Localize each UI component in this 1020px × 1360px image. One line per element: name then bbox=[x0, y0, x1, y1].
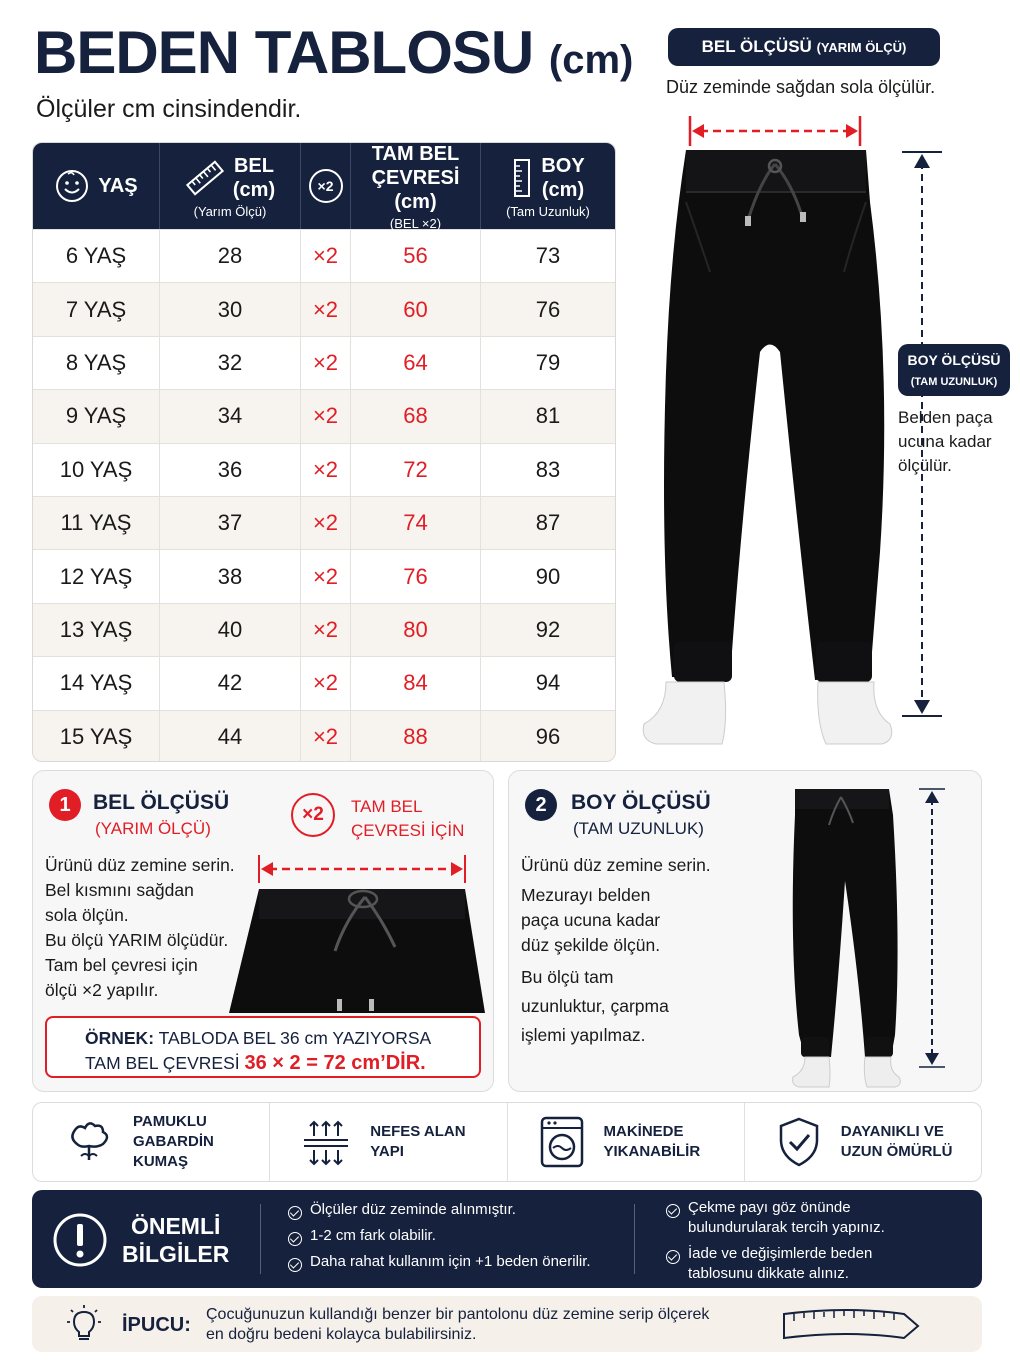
check-circle-icon bbox=[666, 1204, 680, 1218]
table-row bbox=[33, 443, 615, 496]
header-bel bbox=[160, 143, 301, 229]
cell-boy: 87 bbox=[535, 510, 561, 536]
header-bel-sub: (Yarım Ölçü) bbox=[193, 203, 267, 219]
multiply-badge: ×2 bbox=[309, 169, 343, 203]
cell-boy: 79 bbox=[535, 349, 561, 375]
info-item bbox=[666, 1244, 885, 1290]
cell-age: 9 YAŞ bbox=[33, 390, 160, 442]
info-item bbox=[288, 1226, 591, 1252]
cotton-icon bbox=[63, 1116, 115, 1168]
waistband-illustration bbox=[225, 851, 491, 1013]
cell-age: 8 YAŞ bbox=[33, 337, 160, 389]
tam-bel-label: TAM BEL ÇEVRESİ İÇİN bbox=[351, 797, 465, 840]
cell-bel: 34 bbox=[160, 390, 301, 442]
info-text: İade ve değişimlerde beden tablosunu dikkate alınız. bbox=[688, 1245, 873, 1282]
check-circle-icon bbox=[288, 1258, 302, 1272]
tip-label: İPUCU: bbox=[122, 1314, 191, 1336]
header-age bbox=[33, 143, 160, 229]
card-bel-measure bbox=[32, 770, 494, 1092]
cell-age: 13 YAŞ bbox=[33, 604, 160, 656]
title-text: BEDEN TABLOSU bbox=[34, 19, 534, 86]
boy-note: Belden paça ucuna kadar ölçülür. bbox=[898, 408, 993, 475]
check-circle-icon bbox=[288, 1206, 302, 1220]
cell-mult: ×2 bbox=[301, 283, 351, 335]
card-text-1: Ürünü düz zemine serin. bbox=[521, 855, 711, 875]
table-row bbox=[33, 389, 615, 442]
table-row bbox=[33, 656, 615, 709]
cell-bel: 36 bbox=[160, 444, 301, 496]
breathable-icon bbox=[300, 1116, 352, 1168]
feature-washable bbox=[508, 1103, 745, 1181]
divider bbox=[634, 1204, 635, 1274]
waist-arrow bbox=[690, 116, 860, 146]
cell-boy: 81 bbox=[535, 403, 561, 429]
tip-text: Çocuğunuzun kullandığı benzer bir pantolonu düz zemine serip ölçerek en doğru bedeni kolayca bulabilirsiniz. bbox=[206, 1306, 710, 1343]
header-boy-sub: (Tam Uzunluk) bbox=[506, 203, 590, 219]
example-calc: 36 × 2 = 72 cm’DİR. bbox=[244, 1052, 426, 1074]
info-item bbox=[666, 1198, 885, 1244]
info-text: 1-2 cm fark olabilir. bbox=[310, 1227, 436, 1244]
multiply-badge: ×2 bbox=[291, 793, 335, 837]
important-info-banner bbox=[32, 1190, 982, 1288]
cell-tam-bel: 84 bbox=[351, 657, 481, 709]
pants-illustration bbox=[630, 112, 900, 772]
cell-mult: ×2 bbox=[301, 657, 351, 709]
cell-tam-bel: 56 bbox=[351, 230, 481, 282]
cell-tam-bel: 60 bbox=[351, 283, 481, 335]
boy-measure-pill bbox=[898, 344, 1010, 396]
cell-boy: 96 bbox=[535, 723, 561, 749]
cell-boy: 92 bbox=[535, 616, 561, 642]
card-subtitle: (TAM UZUNLUK) bbox=[573, 819, 704, 838]
table-row bbox=[33, 496, 615, 549]
example-box bbox=[45, 1016, 481, 1078]
header-boy-label: BOY (cm) bbox=[541, 154, 585, 201]
example-label: ÖRNEK: bbox=[85, 1028, 155, 1048]
cell-age: 14 YAŞ bbox=[33, 657, 160, 709]
cell-bel: 32 bbox=[160, 337, 301, 389]
cell-mult: ×2 bbox=[301, 337, 351, 389]
cell-bel: 42 bbox=[160, 657, 301, 709]
step-number-badge: 1 bbox=[49, 789, 81, 821]
cell-age: 12 YAŞ bbox=[33, 550, 160, 602]
info-list-left bbox=[288, 1200, 591, 1278]
boy-pill-small: (TAM UZUNLUK) bbox=[910, 376, 998, 388]
full-pants-illustration bbox=[779, 785, 979, 1091]
header-age-label: YAŞ bbox=[98, 175, 138, 197]
info-item bbox=[288, 1252, 591, 1278]
feature-label: PAMUKLU GABARDİN KUMAŞ bbox=[133, 1113, 214, 1170]
cell-age: 15 YAŞ bbox=[33, 711, 160, 762]
page-title bbox=[34, 18, 633, 87]
cell-boy: 73 bbox=[535, 243, 561, 269]
cell-age: 10 YAŞ bbox=[33, 444, 160, 496]
cell-bel: 30 bbox=[160, 283, 301, 335]
smiley-icon bbox=[54, 168, 90, 204]
header-tam-sub: (BEL ×2) bbox=[389, 215, 442, 231]
cell-bel: 37 bbox=[160, 497, 301, 549]
feature-cotton bbox=[33, 1103, 270, 1181]
cell-boy: 76 bbox=[535, 296, 561, 322]
card-title: BEL ÖLÇÜSÜ bbox=[93, 791, 230, 814]
check-circle-icon bbox=[288, 1232, 302, 1246]
table-body bbox=[33, 229, 615, 762]
table-row bbox=[33, 229, 615, 282]
cell-boy: 90 bbox=[535, 563, 561, 589]
boy-pill-label: BOY ÖLÇÜSÜ bbox=[907, 352, 1001, 368]
lightbulb-icon bbox=[66, 1304, 102, 1344]
bel-measure-pill bbox=[668, 28, 940, 66]
cell-boy: 83 bbox=[535, 456, 561, 482]
cell-tam-bel: 76 bbox=[351, 550, 481, 602]
table-row bbox=[33, 282, 615, 335]
info-item bbox=[288, 1200, 591, 1226]
check-circle-icon bbox=[666, 1250, 680, 1264]
header-tam-label: TAM BEL ÇEVRESİ (cm) bbox=[371, 142, 460, 213]
vertical-ruler-icon bbox=[511, 158, 533, 198]
bel-note: Düz zeminde sağdan sola ölçülür. bbox=[666, 77, 936, 97]
cell-mult: ×2 bbox=[301, 711, 351, 762]
tip-banner bbox=[32, 1296, 982, 1352]
cell-mult: ×2 bbox=[301, 497, 351, 549]
table-row bbox=[33, 710, 615, 762]
cell-tam-bel: 72 bbox=[351, 444, 481, 496]
table-row bbox=[33, 603, 615, 656]
header-tam-bel bbox=[351, 143, 481, 229]
cell-mult: ×2 bbox=[301, 550, 351, 602]
info-text: Daha rahat kullanım için +1 beden önerilir. bbox=[310, 1253, 591, 1270]
cell-tam-bel: 88 bbox=[351, 711, 481, 762]
card-text-3: Bu ölçü tam uzunluktur, çarpma işlemi yapılmaz. bbox=[521, 967, 669, 1045]
bel-pill-small: (YARIM ÖLÇÜ) bbox=[816, 40, 907, 55]
feature-label: NEFES ALAN YAPI bbox=[370, 1123, 466, 1160]
feature-label: MAKİNEDE YIKANABİLİR bbox=[603, 1123, 701, 1160]
cell-age: 6 YAŞ bbox=[33, 230, 160, 282]
example-line2: TAM BEL ÇEVRESİ bbox=[85, 1053, 245, 1073]
card-boy-measure bbox=[508, 770, 982, 1092]
size-table bbox=[32, 142, 616, 762]
ruler-icon bbox=[185, 160, 225, 196]
cell-age: 11 YAŞ bbox=[33, 497, 160, 549]
cell-bel: 44 bbox=[160, 711, 301, 762]
example-line1: TABLODA BEL 36 cm YAZIYORSA bbox=[154, 1028, 432, 1048]
shield-check-icon bbox=[775, 1116, 823, 1168]
card-text-2: Mezurayı belden paça ucuna kadar düz şekilde ölçün. bbox=[521, 885, 661, 955]
cell-mult: ×2 bbox=[301, 444, 351, 496]
info-list-right bbox=[666, 1198, 885, 1290]
cell-tam-bel: 74 bbox=[351, 497, 481, 549]
card-instructions: Ürünü düz zemine serin. Bel kısmını sağdan sola ölçün. Bu ölçü YARIM ölçüdür. Tam bel çevresi için ölçü ×2 yapılır. bbox=[45, 855, 235, 1000]
title-unit: (cm) bbox=[548, 38, 634, 82]
cell-tam-bel: 80 bbox=[351, 604, 481, 656]
table-row bbox=[33, 336, 615, 389]
cell-boy: 94 bbox=[535, 670, 561, 696]
table-header bbox=[33, 143, 615, 229]
cell-bel: 40 bbox=[160, 604, 301, 656]
feature-bar bbox=[32, 1102, 982, 1182]
step-number-badge: 2 bbox=[525, 789, 557, 821]
cell-tam-bel: 68 bbox=[351, 390, 481, 442]
divider bbox=[260, 1204, 261, 1274]
washing-machine-icon bbox=[538, 1116, 586, 1168]
cell-bel: 38 bbox=[160, 550, 301, 602]
exclamation-icon bbox=[52, 1212, 108, 1268]
info-title: ÖNEMLİ BİLGİLER bbox=[122, 1213, 230, 1267]
header-bel-label: BEL (cm) bbox=[232, 154, 276, 201]
info-text: Ölçüler düz zeminde alınmıştır. bbox=[310, 1201, 516, 1218]
cell-mult: ×2 bbox=[301, 230, 351, 282]
cell-tam-bel: 64 bbox=[351, 337, 481, 389]
subtitle: Ölçüler cm cinsindendir. bbox=[36, 95, 302, 123]
card-title: BOY ÖLÇÜSÜ bbox=[571, 791, 711, 814]
header-boy bbox=[481, 143, 615, 229]
tape-measure-icon bbox=[778, 1304, 924, 1344]
cell-mult: ×2 bbox=[301, 604, 351, 656]
card-subtitle: (YARIM ÖLÇÜ) bbox=[95, 819, 211, 838]
feature-label: DAYANIKLI VE UZUN ÖMÜRLÜ bbox=[840, 1123, 953, 1160]
feature-durable bbox=[745, 1103, 981, 1181]
info-text: Çekme payı göz önünde bulundurularak tercih yapınız. bbox=[688, 1199, 885, 1236]
header-mult bbox=[301, 143, 351, 229]
feature-breathable bbox=[270, 1103, 507, 1181]
table-row bbox=[33, 549, 615, 602]
cell-age: 7 YAŞ bbox=[33, 283, 160, 335]
cell-bel: 28 bbox=[160, 230, 301, 282]
bel-pill-label: BEL ÖLÇÜSÜ bbox=[701, 37, 812, 56]
cell-mult: ×2 bbox=[301, 390, 351, 442]
